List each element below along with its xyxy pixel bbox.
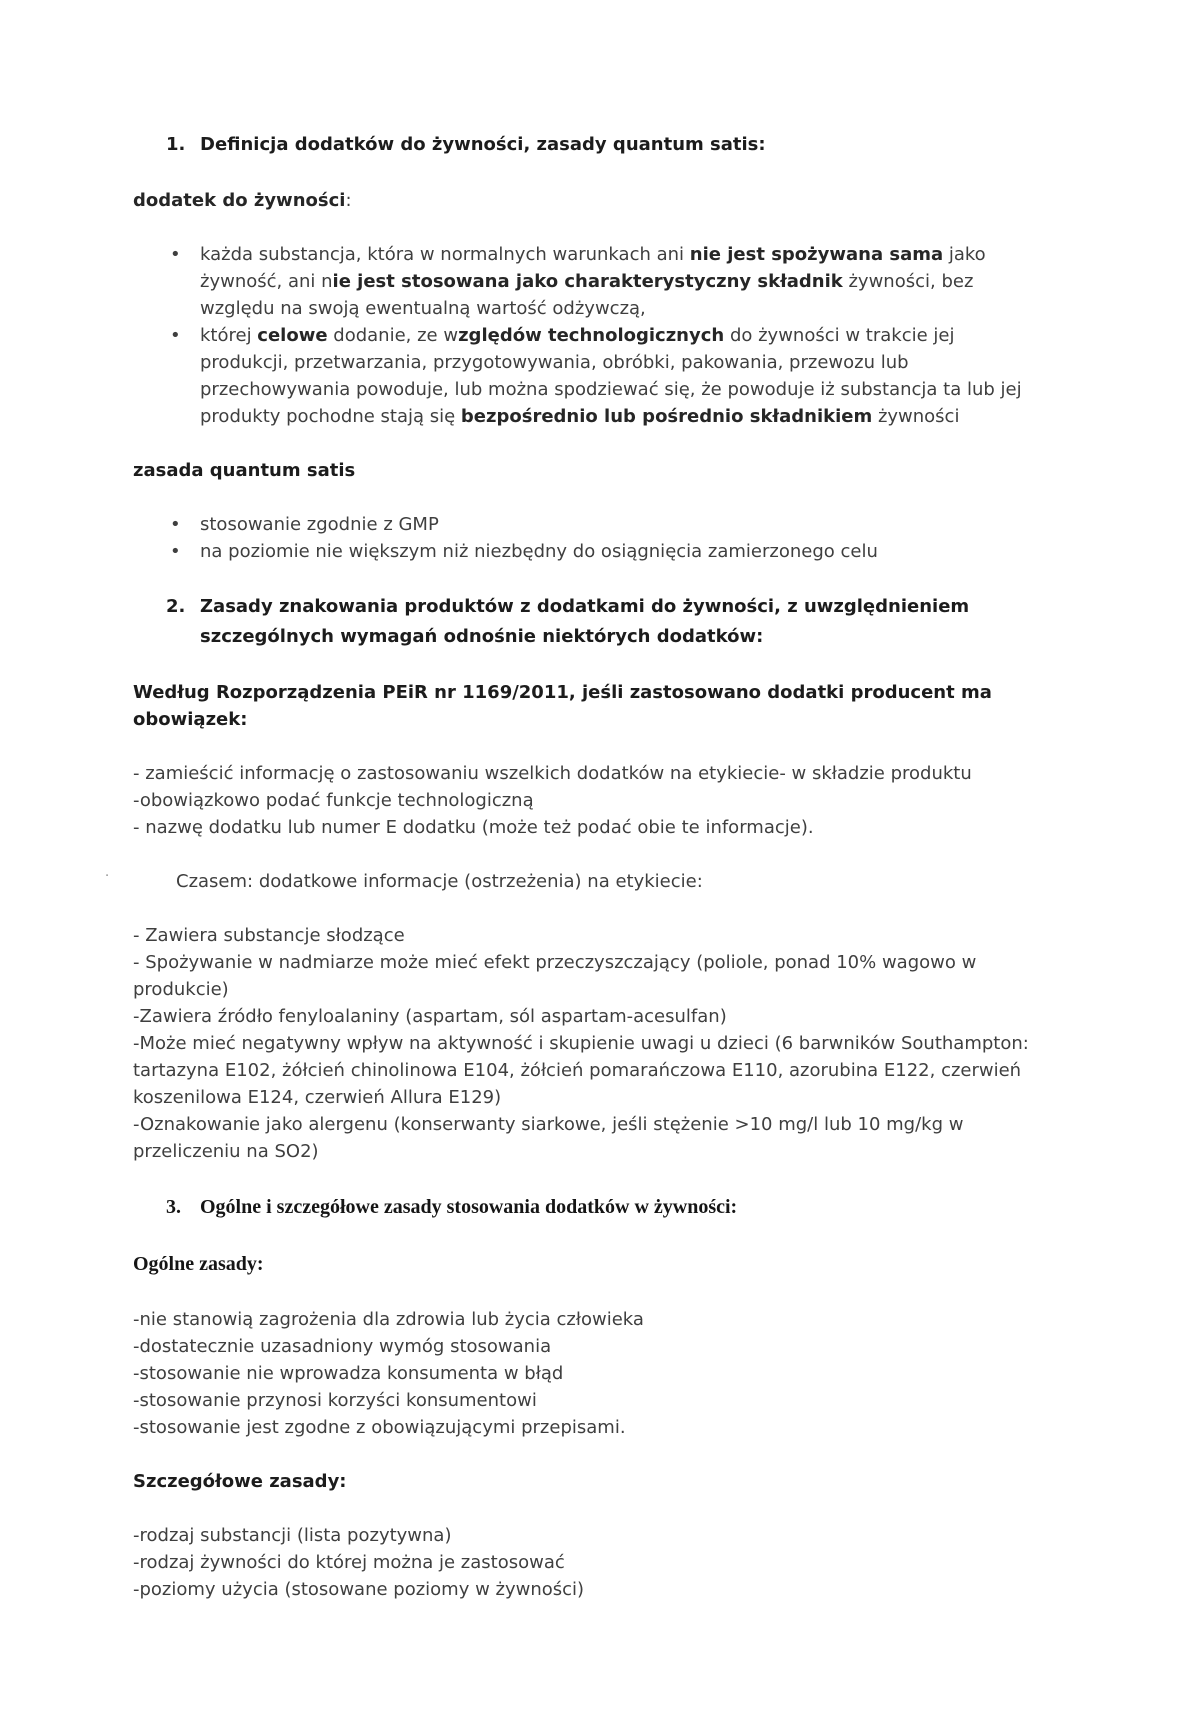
text-run-bold: celowe (257, 325, 328, 346)
text-run-bold: zględów technologicznych (458, 325, 725, 346)
text-run-bold: bezpośrednio lub pośrednio składnikiem (460, 406, 873, 427)
general-rule-line: -stosowanie nie wprowadza konsumenta w błąd (133, 1363, 564, 1384)
text-run: żywności (872, 406, 960, 427)
section-1-number: 1. (166, 134, 186, 155)
warning-line: - Zawiera substancje słodzące (133, 925, 405, 946)
warning-line: -Może mieć negatywny wpływ na aktywność i skupienie uwagi u dzieci (6 barwników Southampton: tartazyna E102, żółcień chinolinowa E104, żółcień pomarańczowa E110, azorubina E122, czerwień koszenilowa E124, czerwień Allura E129) (133, 1033, 1029, 1108)
obligation-line: -obowiązkowo podać funkcje technologiczną (133, 790, 534, 811)
general-rules-paragraph (133, 1306, 1048, 1441)
specific-rules-heading: Szczegółowe zasady: (133, 1471, 347, 1492)
regulation-heading: Według Rozporządzenia PEiR nr 1169/2011, jeśli zastosowano dodatki producent ma obowiązek: (133, 682, 992, 730)
specific-rule-line: -rodzaj substancji (lista pozytywna) (133, 1525, 452, 1546)
definition-bullet-2 (133, 322, 1048, 430)
specific-rule-line: -rodzaj żywności do której można je zastosować (133, 1552, 565, 1573)
quantum-bullet-1: • stosowanie zgodnie z GMP (133, 511, 1048, 538)
warnings-paragraph (133, 922, 1048, 1165)
text-run-bold: nie jest spożywana sama (689, 244, 944, 265)
definition-term-colon: : (345, 190, 352, 211)
general-rule-line: -stosowanie jest zgodne z obowiązującymi przepisami. (133, 1417, 626, 1438)
definition-term: dodatek do żywności (133, 190, 346, 211)
section-2-heading (133, 592, 1048, 652)
text-run: jako żywność, ani n (200, 244, 986, 292)
section-1-title: Definicja dodatków do żywności, zasady quantum satis: (200, 134, 766, 155)
obligation-line: - nazwę dodatku lub numer E dodatku (może też podać obie te informacje). (133, 817, 814, 838)
quantum-satis-heading: zasada quantum satis (133, 460, 356, 481)
section-3-title: Ogólne i szczegółowe zasady stosowania dodatków w żywności: (200, 1196, 738, 1218)
general-rule-line: -dostatecznie uzasadniony wymóg stosowania (133, 1336, 552, 1357)
text-run-bold: ie jest stosowana jako charakterystyczny składnik (332, 271, 843, 292)
definition-bullet-1 (133, 241, 1048, 322)
text-run: żywności, bez względu na swoją ewentualną wartość odżywczą, (200, 271, 974, 319)
definition-term-line (133, 187, 1048, 214)
quantum-bullet-2: • na poziomie nie większym niż niezbędny do osiągnięcia zamierzonego celu (133, 538, 1048, 565)
general-rule-line: -nie stanowią zagrożenia dla zdrowia lub życia człowieka (133, 1309, 644, 1330)
quantum-satis-bullet-list (133, 511, 1048, 565)
warning-line: -Oznakowanie jako alergenu (konserwanty siarkowe, jeśli stężenie >10 mg/l lub 10 mg/kg w przeliczeniu na SO2) (133, 1114, 964, 1162)
text-run: której (200, 325, 258, 346)
section-2-number: 2. (166, 596, 186, 617)
warning-line: - Spożywanie w nadmiarze może mieć efekt przeczyszczający (poliole, ponad 10% wagowo w produkcie) (133, 952, 977, 1000)
obligation-line: - zamieścić informację o zastosowaniu wszelkich dodatków na etykiecie- w składzie produktu (133, 763, 972, 784)
definition-bullet-list (133, 241, 1048, 430)
text-run: do żywności w trakcie jej produkcji, przetwarzania, przygotowywania, obróbki, pakowania, przewozu lub przechowywania powoduje, lub można spodziewać się, że powoduje iż substancja ta lub jej produkty pochodne stają się (200, 325, 1022, 427)
section-3-heading (133, 1192, 1048, 1222)
obligations-paragraph (133, 760, 1048, 841)
sometimes-text: Czasem: dodatkowe informacje (ostrzeżenia) na etykiecie: (176, 871, 703, 892)
text-run: każda substancja, która w normalnych warunkach ani (200, 244, 690, 265)
specific-rules-paragraph (133, 1522, 1048, 1603)
general-rules-heading: Ogólne zasady: (133, 1253, 264, 1275)
warning-line: -Zawiera źródło fenyloalaniny (aspartam, sól aspartam-acesulfan) (133, 1006, 727, 1027)
specific-rule-line: -poziomy użycia (stosowane poziomy w żywności) (133, 1579, 585, 1600)
section-1-heading (133, 130, 1048, 160)
text-run: dodanie, ze w (327, 325, 459, 346)
general-rule-line: -stosowanie przynosi korzyści konsumentowi (133, 1390, 537, 1411)
section-2-title: Zasady znakowania produktów z dodatkami do żywności, z uwzględnieniem szczególnych wymagań odnośnie niektórych dodatków: (200, 596, 970, 647)
stray-mark: · (105, 869, 110, 884)
sometimes-paragraph (105, 868, 1048, 895)
section-3-number: 3. (166, 1196, 181, 1218)
